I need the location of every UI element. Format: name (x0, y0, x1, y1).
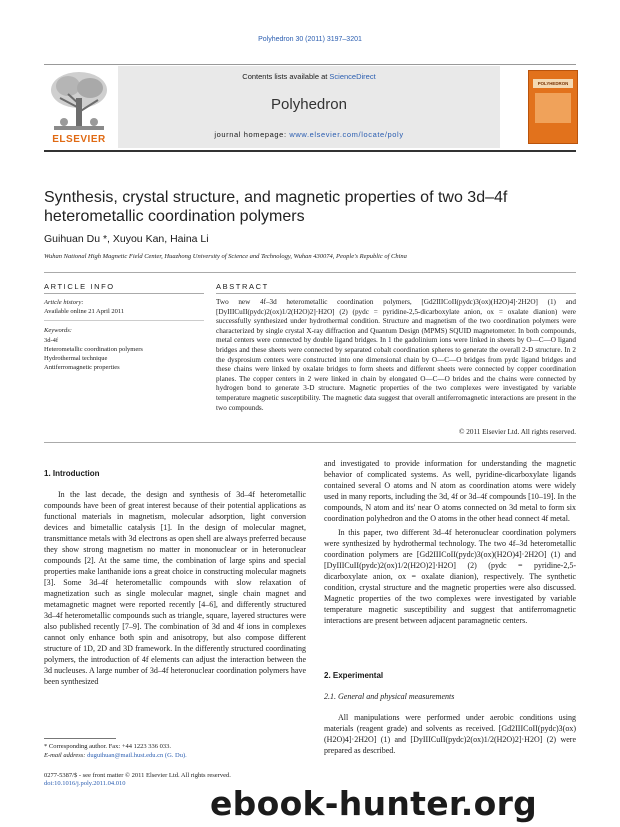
article-title (44, 188, 584, 226)
section-heading-experimental: 2. Experimental (324, 671, 384, 680)
contents-prefix: Contents lists available at (242, 72, 330, 81)
section-heading-introduction: 1. Introduction (44, 469, 100, 478)
author-email-link[interactable]: duguihuan@mail.hust.edu.cn (G. Du). (87, 752, 187, 759)
corresponding-author-fax: * Corresponding author. Fax: +44 1223 336 033. (44, 743, 171, 750)
journal-homepage-line (118, 130, 500, 139)
cover-title: POLYHEDRON (537, 81, 569, 86)
footnote-divider (44, 738, 116, 739)
keywords-list (44, 336, 143, 372)
history-divider (44, 320, 204, 321)
info-divider (44, 293, 204, 294)
corresponding-author-note (44, 742, 314, 760)
abstract-divider (216, 293, 576, 294)
intro-paragraph-2: In this paper, two different 3d–4f heteronuclear coordination polymers were synthesized by hydrothermal technology. The two 4f–3d heterometallic coordination polymers are [Gd2IIICoII(pydc)3(ox)(H2O)4]·2H2O] (1) and [DyIIICuII(pydc)2(ox)1/2(H2O)2]·H2O] (2) (pydc = pyridine-2,5-dicarboxylate anion, ox = oxalate dianion), respectively. The synthetic condition, crystal structure and the magnetic properties were also discussed. Magnetic properties of the two complexes were investigated by variable temperature magnetic susceptibility and suggest that antiferromagnetic interactions are present between adjacent paramagnetic centers. (324, 528, 576, 625)
body-left-column (44, 468, 306, 690)
article-info-heading: ARTICLE INFO (44, 282, 115, 291)
journal-name: Polyhedron (271, 96, 347, 113)
keyword-item: Antiferromagnetic properties (44, 364, 120, 371)
abstract-divider-bottom (44, 442, 576, 443)
article-title-line-1: Synthesis, crystal structure, and magnetic properties of two 3d–4f (44, 189, 508, 206)
author-list: Guihuan Du *, Xuyou Kan, Haina Li (44, 233, 209, 245)
keyword-item: Hydrothermal technique (44, 355, 108, 362)
elsevier-tree-logo (46, 68, 112, 134)
sciencedirect-link[interactable]: ScienceDirect (329, 72, 376, 81)
issn-line: 0277-5387/$ - see front matter © 2011 Elsevier Ltd. All rights reserved. (44, 772, 231, 779)
keyword-item: 3d-4f (44, 337, 59, 344)
intro-paragraph-1-continued: and investigated to provide information for understanding the magnetic behavior of complicated systems. As well, pyridine-dicarboxylate ligands contained several O atoms and N atom as coordination atoms were widely used in many reports, including the 3d, 4f or 3d–4f compounds [10–19]. In the compounds, N atom and its' near O atoms connected on 3d metal to form six coordination polyhedron and the O atoms in the other head connect 4f metal. (324, 459, 576, 523)
journal-citation[interactable]: Polyhedron 30 (2011) 3197–3201 (258, 36, 362, 43)
email-label: E-mail address: (44, 752, 88, 759)
abstract-text: Two new 4f–3d heterometallic coordination polymers, [Gd2IIICoII(pydc)3(ox)(H2O)4]·2H2O] (1) and [DyIIICuII(pydc)2(ox)1/2(H2O)2]·H2O] (2) (pydc = pyridine-2,5-dicarboxylate anion, ox = oxalate dianion) were successfully synthesized under hydrothermal condition. Structure and magnetism of the two coordination polymers were characterized by single crystal X-ray diffraction and Quantum Design (MPMS) SQUID magnetometer. In both compounds, metal centers were connected by double ligand bridges. In 1 the gadolinium ions were linked in sheets by O—C—O ligand bridges and these sheets were connected by separated cobalt coordination spheres to generate the overall 2-D structure. In 2 the dysprosium centers were constructed into one dimensional chain by O—C—O bridges from pydc ligand bridges and these chains were linked by oxalate bridges to form sheets and different sheets were connected by copper coordination planes. The copper centers in 2 were linked in chain by elongated O—C—O brides and the chains were connected by hydrogen bond to generate 3-D structure. Magnetic properties of the two complexes were investigated by variable temperature magnetic susceptibility. The magnetic data suggest that overall antiferromagnetic interactions are present in the two compounds. (216, 298, 576, 412)
journal-cover-thumbnail[interactable] (528, 70, 578, 144)
watermark-text: ebook-hunter.org (210, 784, 538, 823)
header-divider-top (44, 64, 576, 65)
info-divider-top (44, 272, 576, 273)
keyword-item: Heterometallic coordination polymers (44, 346, 143, 353)
subsection-heading-measurements: 2.1. General and physical measurements (324, 692, 455, 701)
elsevier-wordmark: ELSEVIER (52, 134, 106, 145)
article-title-line-2: heterometallic coordination polymers (44, 208, 305, 225)
article-history-value: Available online 21 April 2011 (44, 308, 125, 315)
article-history-label: Article history: (44, 299, 84, 306)
contents-available-line (118, 72, 500, 81)
experimental-paragraph-1: All manipulations were performed under aerobic conditions using materials (reagent grade) and solvents as received. [Gd2IIICoII(pydc)3(ox)(H2O)4]·2H2O] (1) and [DyIIICuII(pydc)2(ox)1/2(H2O)2]·H2O] (2) were prepared as described. (324, 713, 576, 755)
keywords-label: Keywords: (44, 327, 72, 334)
body-right-column (324, 458, 576, 629)
experimental-section (324, 670, 576, 759)
doi-link[interactable]: doi:10.1016/j.poly.2011.04.010 (44, 780, 126, 787)
abstract-copyright: © 2011 Elsevier Ltd. All rights reserved. (459, 428, 576, 436)
homepage-link[interactable]: www.elsevier.com/locate/poly (289, 130, 404, 139)
homepage-prefix: journal homepage: (214, 130, 290, 139)
author-affiliation: Wuhan National High Magnetic Field Center, Huazhong University of Science and Technology, Wuhan 430074, People's Republic of China (44, 253, 407, 260)
intro-paragraph-1: In the last decade, the design and synthesis of 3d–4f heterometallic compounds have been of great interest because of their potential applications as functional materials in magnetism, molecular adsorption, light conversion devices and bimetallic catalysis [1]. In the design of molecular magnet, transmittance metals with 3d electrons as open shell are always preferred because they show strong magnetism no matter in mononuclear or in heteronuclear compounds [2]. At the same time, the combination of large spins and special properties make lanthanide ions a great choice in constructing molecular magnets [3]. Some 3d–4f heterometallic compounds with slow relaxation of magnetization such as single molecular magnet, single chain magnet and metamagnetic magnet were reported recently [4–6], and differently structured 3d–4f heterometallic compounds such as triangle, square, layered structures were also published recently [7–9]. The combination of 3d and 4f ions in complexes cannot only enhance both spin and anisotropy, but also compose different structure of 1D, 2D and 3D framework. In the differently structured coordinating polymers, the introduction of 4f elements can adjust the interaction between the 3d nucleuses. A large number of 3d–4f heteronuclear coordination polymers have been synthesized (44, 490, 306, 686)
cover-artwork (535, 93, 571, 123)
header-divider-bottom (44, 150, 576, 152)
corresponding-author-email-line (44, 751, 314, 760)
abstract-heading: ABSTRACT (216, 282, 269, 291)
